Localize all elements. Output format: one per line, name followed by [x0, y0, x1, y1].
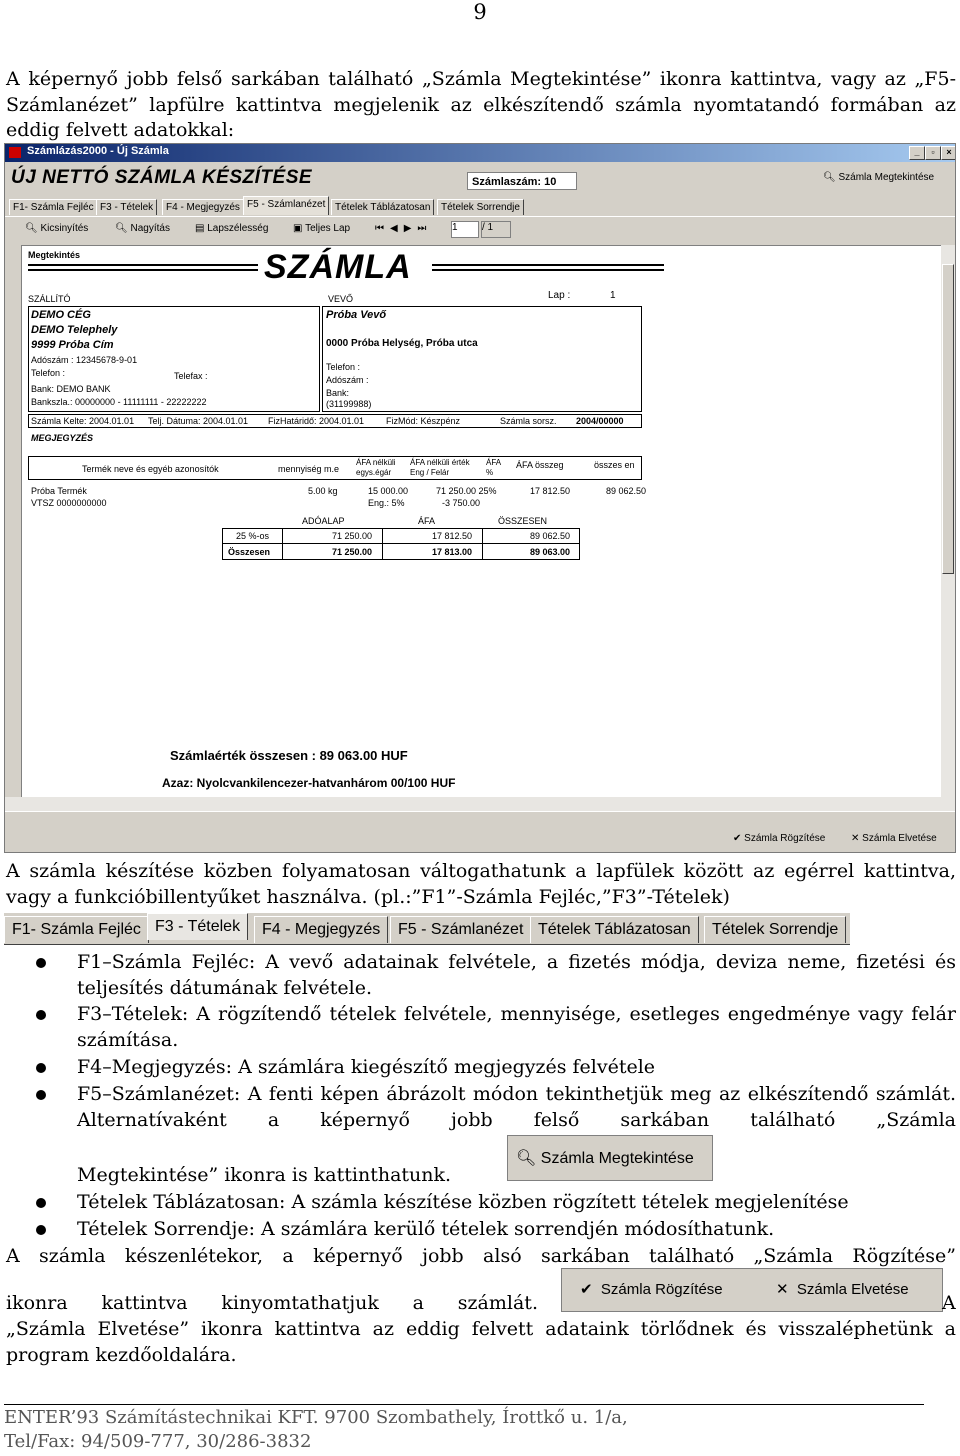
payment-method: FizMód: Készpénz	[386, 416, 461, 426]
strip-tab-f3[interactable]: F3 - Tételek	[147, 913, 248, 940]
view-invoice-image-button[interactable]	[507, 1135, 713, 1181]
tab-items-table[interactable]: Tételek Táblázatosan	[331, 199, 434, 215]
app-icon	[9, 147, 21, 158]
seller-site: DEMO Telephely	[31, 324, 118, 336]
invoice-preview	[21, 245, 943, 799]
preview-corner-label: Megtekintés	[28, 250, 81, 260]
save-invoice-label: Számla Rögzítése	[744, 833, 826, 844]
buyer-name: Próba Vevő	[326, 309, 387, 321]
item-quantity: 5.00 kg	[308, 486, 338, 496]
zoom-out-label: Kicsinyítés	[40, 223, 89, 234]
zoom-in-button[interactable]	[115, 223, 170, 234]
col-vat-amount: ÁFA összeg	[516, 460, 564, 470]
magnifier-icon: 🔍︎	[823, 172, 836, 183]
strip-tab-items-order[interactable]: Tételek Sorrendje	[704, 916, 846, 943]
zoom-in-label: Nagyítás	[130, 223, 170, 234]
page-width-label: Lapszélesség	[207, 223, 269, 234]
summary-rate-total: 89 062.50	[530, 531, 571, 541]
bullet-f3: F3–Tételek: A rögzítendő tételek felvétele, mennyisége, esetleges engedménye vagy felár számítása.	[77, 1003, 956, 1051]
app-window-screenshot	[4, 143, 956, 853]
zoom-in-icon: 🔍︎	[115, 223, 128, 234]
buyer-bank-code: (31199988)	[326, 399, 372, 409]
maximize-icon[interactable]: ▫	[925, 146, 941, 160]
minimize-icon[interactable]: _	[909, 146, 925, 160]
bullet	[36, 1225, 46, 1235]
view-invoice-image-label: Számla Megtekintése	[540, 1150, 694, 1167]
strip-tab-f4[interactable]: F4 - Megjegyzés	[254, 916, 388, 943]
page-width-icon: ▤	[195, 223, 205, 234]
seller-address: 9999 Próba Cím	[31, 339, 114, 351]
final-line-3: „Számla Elvetése” ikonra kattintva az eddig felvett adataink törlődnek és visszaléphetünk a program kezdőoldalára.	[6, 1318, 956, 1366]
bullet-f4: F4–Megjegyzés: A számlára kiegészítő megjegyzés felvétele	[77, 1056, 656, 1078]
buyer-bank: Bank:	[326, 388, 350, 398]
col-total: összes en	[594, 460, 635, 470]
summary-total-total: 89 063.00	[530, 547, 571, 557]
strip-tab-f5[interactable]: F5 - Számlanézet	[390, 916, 531, 943]
magnifier-icon: 🔍︎	[516, 1150, 537, 1167]
summary-rate-label: 25 %-os	[236, 531, 270, 541]
bottom-button-bar	[5, 811, 955, 853]
discard-invoice-button[interactable]	[851, 833, 937, 844]
bullet	[36, 1063, 46, 1073]
footer-divider	[4, 1404, 924, 1405]
tabs-paragraph: A számla készítése közben folyamatosan váltogathatunk a lapfülek között az egérrel kattintva, vagy a funkcióbillentyűket használva. (pl.:”F1”-Számla Fejléc,”F3”-Tételek)	[6, 860, 956, 908]
page-value: 1	[610, 290, 616, 301]
bullet	[36, 958, 46, 968]
final-line-1: A számla készenlétekor, a képernyő jobb alsó sarkában található „Számla Rögzítése”	[6, 1245, 956, 1267]
item-discount: Eng.: 5%	[368, 498, 405, 508]
item-product-name: Próba Termék	[31, 486, 87, 496]
full-page-button[interactable]	[293, 223, 350, 234]
zoom-out-button[interactable]	[25, 223, 88, 234]
fulfilment-date: Telj. Dátuma: 2004.01.01	[148, 416, 249, 426]
buyer-label: VEVŐ	[328, 294, 354, 304]
page-number: 9	[473, 0, 487, 24]
form-heading: ÚJ NETTÓ SZÁMLA KÉSZÍTÉSE	[11, 167, 313, 188]
strip-tab-f1[interactable]: F1- Számla Fejléc	[4, 916, 149, 943]
bullet-f1: F1–Számla Fejléc: A vevő adatainak felvétele, a fizetés módja, deviza neme, fizetési és teljesítés dátumának felvétele.	[77, 951, 956, 999]
summary-col-base: ADÓALAP	[302, 516, 345, 526]
serial-value: 2004/00000	[576, 416, 624, 426]
due-date: FizHatáridő: 2004.01.01	[268, 416, 365, 426]
seller-bank: Bank: DEMO BANK	[31, 384, 111, 394]
final-line-2: ikonra kattintva kinyomtathatjuk a számlát.	[6, 1292, 538, 1314]
col-quantity: mennyiség m.e	[278, 464, 340, 474]
intro-paragraph: A képernyő jobb felső sarkában található „Számla Megtekintése” ikonra kattintva, vagy az „F5-Számlanézet” lapfülre kattintva megjelenik az elkészítendő számla nyomtatandó formában az eddig felvett adatokkal:	[6, 68, 956, 141]
zoom-out-icon: 🔍︎	[25, 223, 38, 234]
bullet-f5: F5–Számlanézet: A fenti képen ábrázolt módon tekinthetjük meg az elkészítendő számlát. Alternatívaként a képernyő jobb felső sarkában található „Számla	[77, 1083, 956, 1131]
seller-fax: Telefax :	[174, 371, 208, 381]
invoice-total-words: Azaz: Nyolcvankilencezer-hatvanhárom 00/100 HUF	[162, 776, 456, 790]
bullet-items-table: Tételek Táblázatosan: A számla készítése közben rögzített tételek megjelenítése	[77, 1191, 849, 1213]
seller-phone: Telefon :	[31, 368, 66, 378]
summary-rate-base: 71 250.00	[332, 531, 373, 541]
seller-bank-account: Bankszla.: 00000000 - 11111111 - 22222222	[31, 397, 207, 407]
buyer-address: 0000 Próba Helység, Próba utca	[326, 338, 478, 349]
page-number-field[interactable]: 1	[451, 221, 479, 238]
seller-name: DEMO CÉG	[31, 309, 91, 321]
horizontal-scrollbar[interactable]	[5, 797, 955, 811]
cross-icon: ✕	[776, 1281, 789, 1298]
summary-total-base: 71 250.00	[332, 547, 373, 557]
seller-taxno: Adószám : 12345678-9-01	[31, 355, 138, 365]
col-net-value: ÁFA nélküli érték Eng / Felár	[410, 458, 470, 477]
footer-address: ENTER’93 Számítástechnikai KFT. 9700 Szombathely, Írottkő u. 1/a,	[4, 1407, 628, 1428]
item-vat-amount: 17 812.50	[530, 486, 571, 496]
buyer-taxno: Adószám :	[326, 375, 369, 385]
summary-table	[222, 528, 580, 560]
final-line-2-right: A	[942, 1292, 956, 1314]
invoice-date: Számla Kelte: 2004.01.01	[31, 416, 135, 426]
invoice-total-value: Számlaérték összesen : 89 063.00 HUF	[170, 748, 408, 763]
col-unit-price: ÁFA nélküli egys.égár	[356, 458, 396, 477]
discard-image-label: Számla Elvetése	[796, 1281, 909, 1298]
scroll-thumb[interactable]	[942, 264, 954, 574]
summary-rate-vat: 17 812.50	[432, 531, 473, 541]
invoice-title: SZÁMLA	[264, 248, 412, 286]
item-net-value: 71 250.00 25%	[436, 486, 497, 496]
notes-label: MEGJEGYZÉS	[31, 433, 94, 443]
invoice-number-box: Számlaszám: 10	[467, 172, 577, 190]
tab-f3-items[interactable]: F3 - Tételek	[96, 199, 157, 215]
page-label: Lap :	[548, 290, 571, 301]
window-title: Számlázás2000 - Új Számla	[27, 145, 169, 157]
bullet	[36, 1090, 46, 1100]
check-icon: ✔	[580, 1281, 593, 1298]
discard-image-button[interactable]	[776, 1280, 909, 1298]
page-nav-icons[interactable]: ⏮◀▶⏭	[375, 223, 433, 234]
view-invoice-button[interactable]	[823, 172, 934, 183]
col-product: Termék neve és egyéb azonosítók	[82, 464, 219, 474]
check-icon: ✔	[733, 833, 742, 844]
summary-col-total: ÖSSZESEN	[498, 516, 548, 526]
summary-total-label: Összesen	[228, 547, 271, 557]
summary-col-vat: ÁFA	[418, 516, 436, 526]
full-page-label: Teljes Lap	[305, 223, 351, 234]
save-image-button[interactable]	[580, 1280, 723, 1298]
bullet-items-order: Tételek Sorrendje: A számlára kerülő tételek sorrendjén módosíthatunk.	[77, 1218, 775, 1240]
save-invoice-button[interactable]	[733, 833, 825, 844]
close-icon[interactable]: ×	[941, 146, 956, 160]
tab-f1-header[interactable]: F1- Számla Fejléc	[9, 199, 98, 215]
cross-icon: ✕	[851, 833, 860, 844]
summary-total-vat: 17 813.00	[432, 547, 473, 557]
footer-phone: Tel/Fax: 94/509-777, 30/286-3832	[4, 1431, 312, 1452]
item-total: 89 062.50	[606, 486, 647, 496]
tab-f4-notes[interactable]: F4 - Megjegyzés	[162, 199, 244, 215]
bullet-f5-cont: Megtekintése” ikonra is kattinthatunk.	[77, 1164, 452, 1186]
buyer-box	[322, 306, 642, 412]
page-width-button[interactable]	[195, 223, 268, 234]
discard-invoice-label: Számla Elvetése	[862, 833, 937, 844]
full-page-icon: ▣	[293, 223, 303, 234]
serial-label: Számla sorsz.	[500, 416, 557, 426]
item-vtsz: VTSZ 0000000000	[31, 498, 107, 508]
tab-items-order[interactable]: Tételek Sorrendje	[437, 199, 524, 215]
tab-strip-image	[4, 913, 850, 945]
save-discard-image	[561, 1268, 943, 1312]
page-total: / 1	[481, 221, 511, 238]
item-unit-price: 15 000.00	[368, 486, 409, 496]
bullet	[36, 1010, 46, 1020]
seller-label: SZÁLLÍTÓ	[28, 294, 71, 304]
strip-tab-items-table[interactable]: Tételek Táblázatosan	[530, 916, 699, 943]
item-discount-amount: -3 750.00	[442, 498, 481, 508]
buyer-phone: Telefon :	[326, 362, 361, 372]
tab-f5-invoice-view[interactable]: F5 - Számlanézet	[243, 196, 329, 215]
save-image-label: Számla Rögzítése	[600, 1281, 723, 1298]
col-vat-pct: ÁFA %	[486, 458, 501, 477]
view-invoice-label: Számla Megtekintése	[838, 172, 935, 183]
bullet	[36, 1198, 46, 1208]
window-titlebar	[5, 144, 955, 162]
